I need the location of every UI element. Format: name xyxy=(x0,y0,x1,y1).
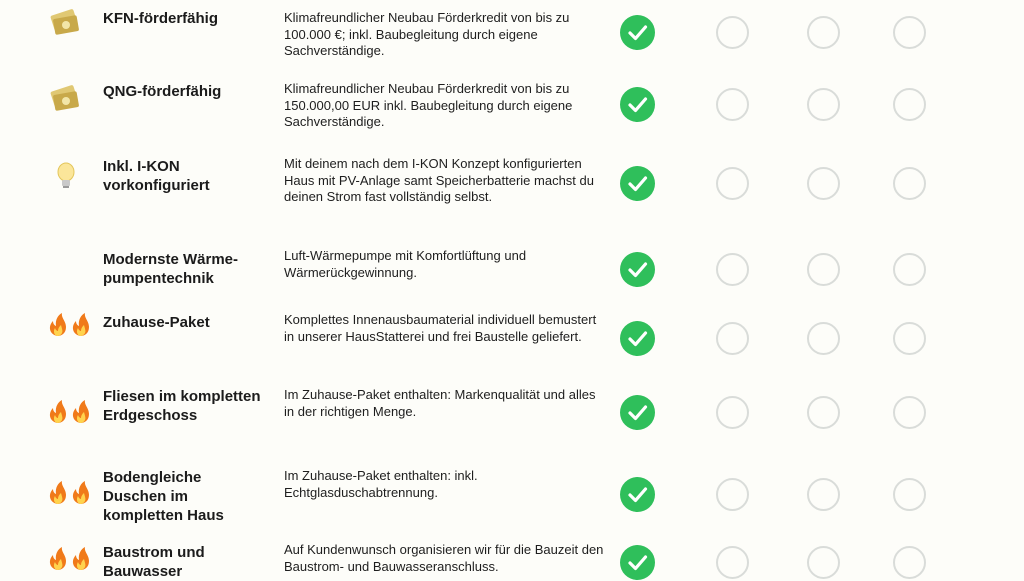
empty-circle-icon xyxy=(716,322,749,355)
feature-title: KFN-förderfähig xyxy=(103,10,218,27)
feature-description: Auf Kundenwunsch organisieren wir für die Bauzeit den Baustrom- und Bauwasseranschluss. xyxy=(284,542,604,574)
check-icon xyxy=(620,321,655,356)
feature-description: Klimafreundlicher Neubau Förderkredit von bis zu 150.000,00 EUR inkl. Baubegleitung durch eigene Sachverständige. xyxy=(284,81,573,129)
fire-icon xyxy=(46,480,94,508)
empty-circle-icon xyxy=(807,16,840,49)
fire-icon xyxy=(46,312,94,340)
empty-circle-icon xyxy=(807,88,840,121)
empty-circle-icon xyxy=(716,478,749,511)
check-icon xyxy=(620,395,655,430)
empty-circle-icon xyxy=(807,396,840,429)
empty-circle-icon xyxy=(893,167,926,200)
empty-circle-icon xyxy=(716,546,749,579)
feature-title: Bodengleiche Duschen im kompletten Haus xyxy=(103,469,224,524)
empty-circle-icon xyxy=(893,478,926,511)
empty-circle-icon xyxy=(893,322,926,355)
feature-description: Komplettes Innenausbaumaterial individuell bemustert in unserer HausStatterei und frei Baustelle geliefert. xyxy=(284,312,597,344)
money-icon xyxy=(46,8,94,36)
empty-circle-icon xyxy=(893,253,926,286)
feature-title: Baustrom und Bauwasser xyxy=(103,544,205,580)
empty-circle-icon xyxy=(893,546,926,579)
check-icon xyxy=(620,477,655,512)
check-icon xyxy=(620,15,655,50)
feature-title: Fliesen im kompletten Erdgeschoss xyxy=(103,388,261,424)
empty-circle-icon xyxy=(893,16,926,49)
feature-title: Inkl. I-KON vorkonfiguriert xyxy=(103,158,210,194)
empty-circle-icon xyxy=(893,88,926,121)
feature-description: Im Zuhause-Paket enthalten: Markenqualität und alles in der richtigen Menge. xyxy=(284,387,596,419)
feature-description: Mit deinem nach dem I-KON Konzept konfigurierten Haus mit PV-Anlage samt Speicherbatterie machst du deinen Strom fast vollständig selbst. xyxy=(284,156,594,204)
feature-description: Klimafreundlicher Neubau Förderkredit von bis zu 100.000 €; inkl. Baubegleitung durch eigene Sachverständige. xyxy=(284,10,570,58)
check-icon xyxy=(620,545,655,580)
empty-circle-icon xyxy=(716,167,749,200)
check-icon xyxy=(620,166,655,201)
feature-description: Luft-Wärmepumpe mit Komfortlüftung und Wärmerückgewinnung. xyxy=(284,248,527,280)
empty-circle-icon xyxy=(716,88,749,121)
feature-title: Modernste Wärme-pumpentechnik xyxy=(103,251,239,287)
empty-circle-icon xyxy=(893,396,926,429)
empty-circle-icon xyxy=(807,253,840,286)
lightbulb-icon xyxy=(46,160,94,188)
feature-title: Zuhause-Paket xyxy=(103,314,210,331)
empty-circle-icon xyxy=(716,396,749,429)
money-icon xyxy=(46,84,94,112)
empty-circle-icon xyxy=(807,167,840,200)
fire-icon xyxy=(46,399,94,427)
empty-circle-icon xyxy=(716,253,749,286)
fire-icon xyxy=(46,546,94,574)
check-icon xyxy=(620,87,655,122)
feature-title: QNG-förderfähig xyxy=(103,83,222,100)
empty-circle-icon xyxy=(716,16,749,49)
empty-circle-icon xyxy=(807,322,840,355)
check-icon xyxy=(620,252,655,287)
empty-circle-icon xyxy=(807,546,840,579)
feature-description: Im Zuhause-Paket enthalten: inkl. Echtglasduschabtrennung. xyxy=(284,468,478,500)
empty-circle-icon xyxy=(807,478,840,511)
